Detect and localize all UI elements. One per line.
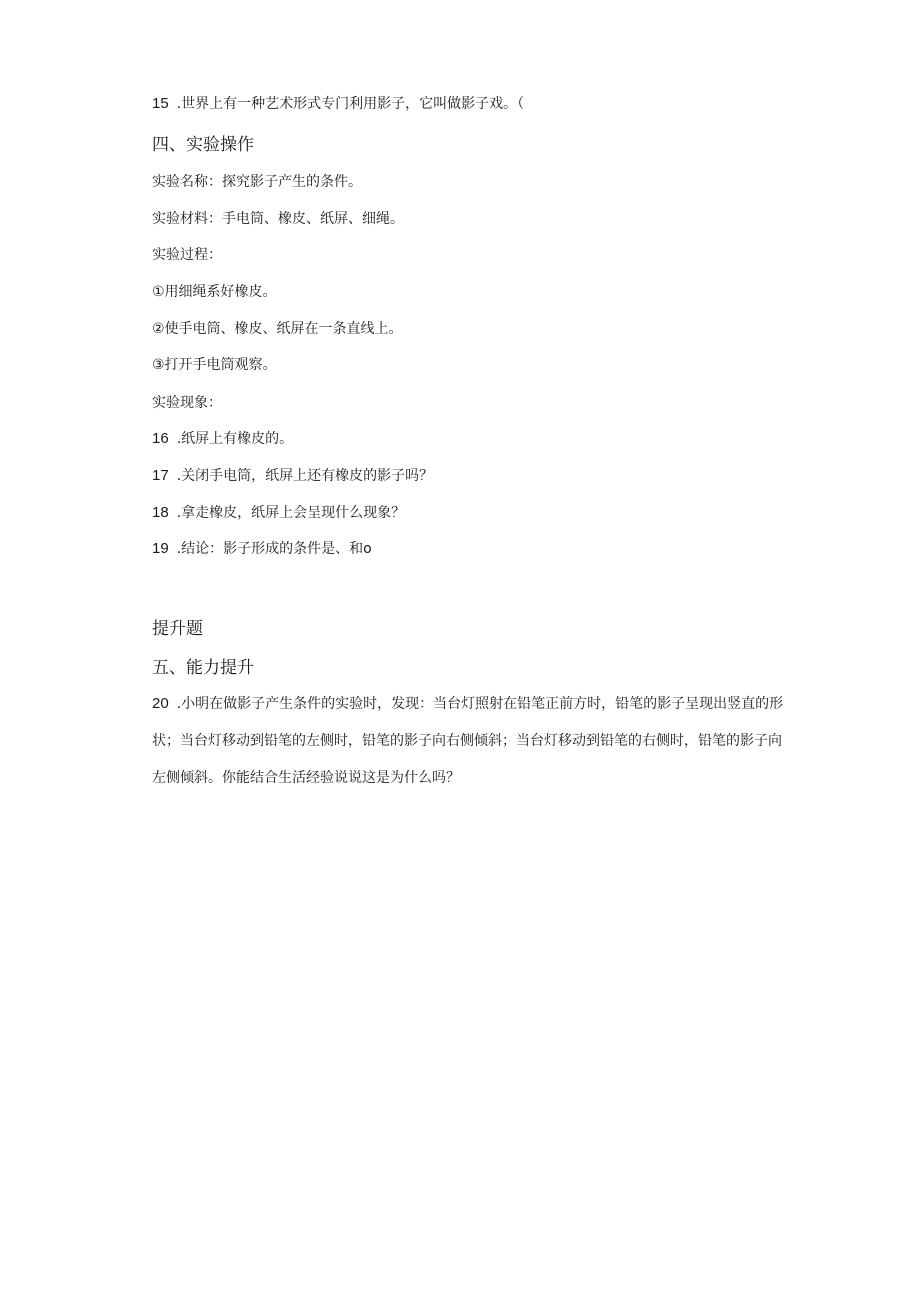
question-text: .拿走橡皮，纸屏上会呈现什么现象？	[176, 505, 406, 521]
question-text: .关闭手电筒，纸屏上还有橡皮的影子吗？	[176, 468, 434, 484]
advanced-section-title: 提升题	[152, 619, 203, 639]
question-number: 16	[152, 430, 169, 447]
question-16	[152, 429, 293, 449]
question-text: .小明在做影子产生条件的实验时，发现：当台灯照射在铅笔正前方时，铅笔的影子呈现出竖直的形状；当台灯移动到铅笔的左侧时，铅笔的影子向右侧倾斜；当台灯移动到铅笔的右侧时，铅笔的影子向左侧倾斜。你能结合生活经验说说这是为什么吗？	[152, 696, 784, 786]
question-number: 18	[152, 504, 169, 521]
section-heading-ability: 五、能力提升	[152, 658, 254, 678]
question-18	[152, 503, 405, 523]
question-number: 17	[152, 467, 169, 484]
section-heading-experiment: 四、实验操作	[152, 135, 254, 155]
experiment-step: ①用细绳系好橡皮。	[152, 284, 277, 300]
experiment-phenomenon-label: 实验现象：	[152, 395, 222, 411]
experiment-step: ②使手电筒、橡皮、纸屏在一条直线上。	[152, 321, 403, 337]
question-19	[152, 539, 372, 559]
experiment-step: ③打开手电筒观察。	[152, 357, 277, 373]
question-text: .纸屏上有橡皮的。	[176, 431, 294, 447]
question-20	[152, 685, 792, 797]
experiment-name: 实验名称：探究影子产生的条件。	[152, 174, 362, 190]
experiment-materials: 实验材料：手电筒、橡皮、纸屏、细绳。	[152, 211, 404, 227]
question-text: .世界上有一种艺术形式专门利用影子，它叫做影子戏。（	[176, 96, 525, 112]
question-number: 20	[152, 695, 169, 712]
question-17	[152, 466, 433, 486]
question-number: 19	[152, 540, 169, 557]
experiment-process-label: 实验过程：	[152, 247, 222, 263]
question-15	[152, 94, 524, 114]
question-number: 15	[152, 95, 169, 112]
question-text: .结论：影子形成的条件是、和o	[176, 541, 372, 557]
